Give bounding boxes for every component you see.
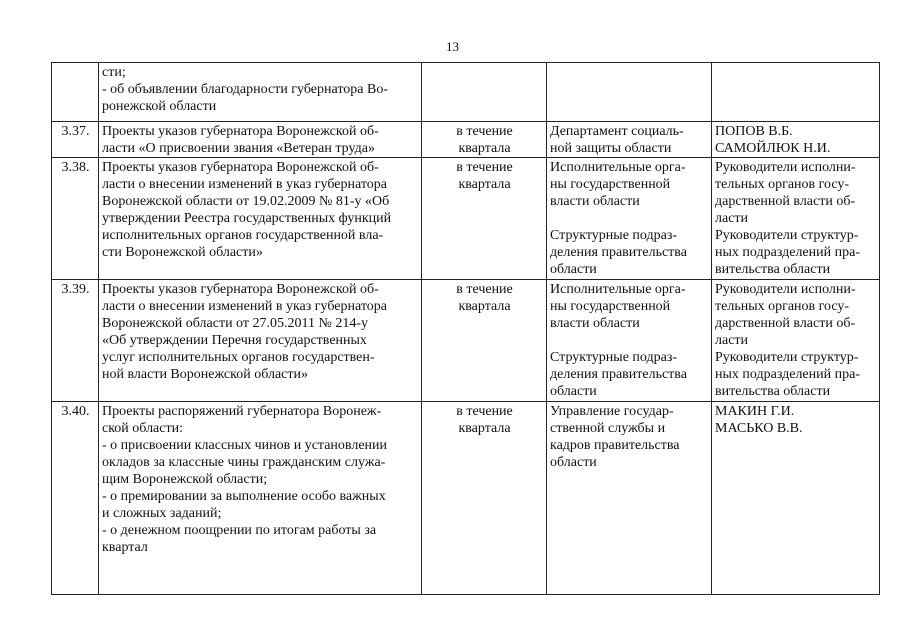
- cell-line: области: [550, 262, 597, 277]
- cell-line: ной власти Воронежской области»: [102, 367, 308, 382]
- cell-line: ной защиты области: [550, 141, 672, 156]
- cell-line: Структурные подраз-: [550, 228, 678, 243]
- item-number-cell: [52, 402, 99, 595]
- term-cell: [422, 63, 547, 122]
- cell-line: и сложных заданий;: [102, 506, 222, 521]
- responsible-cell: [547, 280, 712, 402]
- cell-line: области: [550, 384, 597, 399]
- table-row: [52, 402, 880, 595]
- cell-line: сти;: [102, 65, 126, 80]
- cell-line: Руководители исполни-: [715, 282, 856, 297]
- term-cell: [422, 402, 547, 595]
- cell-line: сти Воронежской области»: [102, 245, 263, 260]
- executor-cell: [712, 158, 880, 280]
- cell-line: Департамент социаль-: [550, 124, 684, 139]
- cell-line: ных подразделений пра-: [715, 245, 860, 260]
- cell-line: Исполнительные орга-: [550, 282, 686, 297]
- cell-line: [550, 332, 709, 349]
- cell-line: утверждении Реестра государственных функций: [102, 211, 392, 226]
- item-number-cell: [52, 63, 99, 122]
- table-row: [52, 158, 880, 280]
- description-cell: [99, 63, 422, 122]
- item-number-cell: [52, 122, 99, 158]
- responsible-cell: [547, 122, 712, 158]
- cell-line: Руководители структур-: [715, 350, 859, 365]
- cell-line: тельных органов госу-: [715, 299, 850, 314]
- cell-line: - о присвоении классных чинов и установлении: [102, 438, 388, 453]
- cell-line: ласти «О присвоении звания «Ветеран труда»: [102, 141, 375, 156]
- description-cell: [99, 402, 422, 595]
- cell-text: 3.40.: [61, 404, 90, 419]
- description-cell: [99, 158, 422, 280]
- cell-line: - о премировании за выполнение особо важных: [102, 489, 386, 504]
- description-cell: [99, 280, 422, 402]
- cell-line: деления правительства: [550, 367, 687, 382]
- cell-line: Руководители исполни-: [715, 160, 856, 175]
- responsible-cell: [547, 158, 712, 280]
- cell-line: Воронежской области от 27.05.2011 № 214-у: [102, 316, 368, 331]
- cell-line: - об объявлении благодарности губернатора Во-: [102, 82, 389, 97]
- cell-line: ронежской области: [102, 99, 217, 114]
- cell-line: Структурные подраз-: [550, 350, 678, 365]
- cell-line: ных подразделений пра-: [715, 367, 860, 382]
- cell-line: тельных органов госу-: [715, 177, 850, 192]
- cell-line: Воронежской области от 19.02.2009 № 81-у «Об: [102, 194, 390, 209]
- cell-line: квартала: [458, 177, 511, 192]
- cell-line: ПОПОВ В.Б.: [715, 124, 793, 139]
- cell-line: деления правительства: [550, 245, 687, 260]
- cell-line: щим Воронежской области;: [102, 472, 268, 487]
- cell-line: Проекты указов губернатора Воронежской об-: [102, 160, 379, 175]
- executor-cell: [712, 122, 880, 158]
- cell-line: ласти о внесении изменений в указ губернатора: [102, 177, 387, 192]
- description-cell: [99, 122, 422, 158]
- cell-text: 3.37.: [61, 124, 90, 139]
- table-row: [52, 122, 880, 158]
- responsible-cell: [547, 402, 712, 595]
- term-cell: [422, 158, 547, 280]
- cell-line: вительства области: [715, 384, 831, 399]
- cell-line: квартала: [458, 421, 511, 436]
- executor-cell: [712, 63, 880, 122]
- cell-line: ской области:: [102, 421, 183, 436]
- cell-line: дарственной власти об-: [715, 194, 856, 209]
- cell-line: ны государственной: [550, 177, 671, 192]
- cell-line: - о денежном поощрении по итогам работы за: [102, 523, 377, 538]
- cell-line: МАСЬКО В.В.: [715, 421, 803, 436]
- cell-line: Исполнительные орга-: [550, 160, 686, 175]
- term-cell: [422, 280, 547, 402]
- responsible-cell: [547, 63, 712, 122]
- cell-line: ласти о внесении изменений в указ губернатора: [102, 299, 387, 314]
- item-number-cell: [52, 158, 99, 280]
- cell-line: ласти: [715, 211, 749, 226]
- cell-line: вительства области: [715, 262, 831, 277]
- cell-line: Управление государ-: [550, 404, 674, 419]
- cell-line: квартала: [458, 299, 511, 314]
- cell-line: «Об утверждении Перечня государственных: [102, 333, 367, 348]
- cell-line: Проекты распоряжений губернатора Воронеж-: [102, 404, 382, 419]
- cell-line: САМОЙЛЮК Н.И.: [715, 141, 831, 156]
- cell-line: в течение: [456, 404, 513, 419]
- cell-line: квартала: [458, 141, 511, 156]
- executor-cell: [712, 402, 880, 595]
- cell-line: кадров правительства: [550, 438, 680, 453]
- cell-line: власти области: [550, 194, 640, 209]
- table-row: [52, 280, 880, 402]
- cell-line: Проекты указов губернатора Воронежской об-: [102, 124, 379, 139]
- cell-line: исполнительных органов государственной вла-: [102, 228, 384, 243]
- cell-line: Руководители структур-: [715, 228, 859, 243]
- cell-line: квартал: [102, 540, 148, 555]
- cell-line: МАКИН Г.И.: [715, 404, 795, 419]
- cell-line: [550, 210, 709, 227]
- cell-line: услуг исполнительных органов государствен-: [102, 350, 375, 365]
- cell-text: 3.39.: [61, 282, 90, 297]
- item-number-cell: [52, 280, 99, 402]
- cell-line: в течение: [456, 282, 513, 297]
- table-row: [52, 63, 880, 122]
- plan-table-body: [52, 63, 880, 595]
- cell-line: окладов за классные чины гражданским служа-: [102, 455, 386, 470]
- cell-line: в течение: [456, 124, 513, 139]
- cell-line: ственной службы и: [550, 421, 666, 436]
- plan-table: [51, 62, 880, 595]
- cell-line: дарственной власти об-: [715, 316, 856, 331]
- executor-cell: [712, 280, 880, 402]
- cell-line: власти области: [550, 316, 640, 331]
- term-cell: [422, 122, 547, 158]
- cell-line: Проекты указов губернатора Воронежской об-: [102, 282, 379, 297]
- cell-line: области: [550, 455, 597, 470]
- cell-line: ласти: [715, 333, 749, 348]
- cell-line: ны государственной: [550, 299, 671, 314]
- page-number: 13: [446, 39, 459, 54]
- cell-line: в течение: [456, 160, 513, 175]
- cell-text: 3.38.: [61, 160, 90, 175]
